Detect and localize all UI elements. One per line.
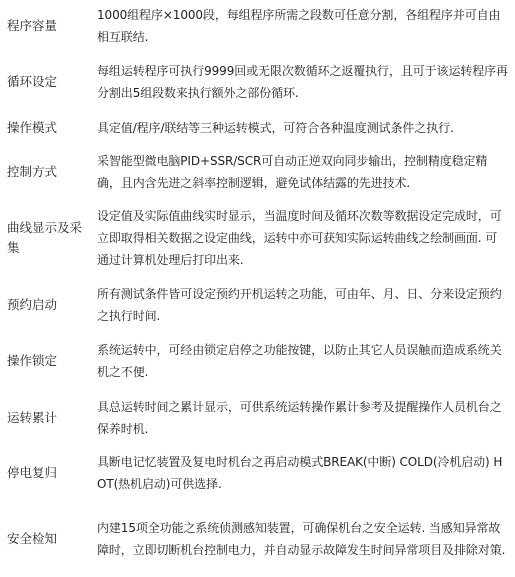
spec-value: 内建15项全功能之系统侦测感知装置，可确保机台之安全运转. 当感知异常故障时，立即切断机台控制电力，并自动显示故障发生时间异常项目及排除对策. [97,520,506,557]
spec-value: 具定值/程序/联结等三种运转模式，可符合各种温度测试条件之执行. [97,120,454,135]
spec-row-scheduled-start [0,277,515,332]
spec-row-program-capacity [0,0,515,52]
spec-label: 控制方式 [7,163,58,179]
spec-row-curve-display [0,199,515,277]
spec-label: 安全检知 [7,530,58,546]
spec-label: 程序容量 [7,18,58,33]
spec-value: 所有测试条件皆可设定预约开机运转之功能，可由年、月、日、分来设定预约之执行时间. [97,286,502,323]
spec-label: 循环设定 [7,73,58,89]
spec-value: 1000组程序×1000段，每组程序所需之段数可任意分割，各组程序并可自由相互联结. [97,8,501,44]
spec-label: 预约启动 [7,296,58,312]
spec-row-safety-detection [0,500,515,577]
spec-value: 每组运转程序可执行9999回或无限次数循环之返覆执行，且可于该运转程序再分割出5组段数来执行额外之部份循环. [97,63,508,100]
spec-label: 操作锁定 [7,353,58,368]
spec-row-operation-mode [0,111,515,144]
spec-label: 操作模式 [7,119,58,135]
spec-row-cycle-setting [0,52,515,111]
spec-row-power-recovery [0,446,515,500]
spec-row-control-method [0,144,515,199]
spec-value: 系统运转中，可经由锁定启停之功能按键，以防止其它人员误触而造成系统关机之不便. [97,343,502,379]
spec-value: 设定值及实际值曲线实时显示，当温度时间及循环次数等数据设定完成时，可立即取得相关数据之设定曲线，运转中亦可获知实际运转曲线之绘制画面. 可通过计算机处理后打印出来. [97,209,502,267]
spec-value: 具总运转时间之累计显示，可供系统运转操作累计参考及提醒操作人员机台之保养时机. [97,400,502,436]
spec-value: 采智能型微电脑PID+SSR/SCR可自动正逆双向同步输出，控制精度稳定精确，且内含先进之斜率控制逻辑，避免试体结露的先进技术. [97,153,488,190]
spec-value: 具断电记忆装置及复电时机台之再启动模式BREAK(中断) COLD(冷机启动) HOT(热机启动)可供选择. [97,455,503,491]
spec-row-operation-lock [0,332,515,390]
spec-label: 曲线显示及采集 [7,220,83,255]
spec-label: 运转累计 [7,410,58,425]
spec-label: 停电复归 [7,465,58,480]
spec-row-runtime-total [0,390,515,446]
